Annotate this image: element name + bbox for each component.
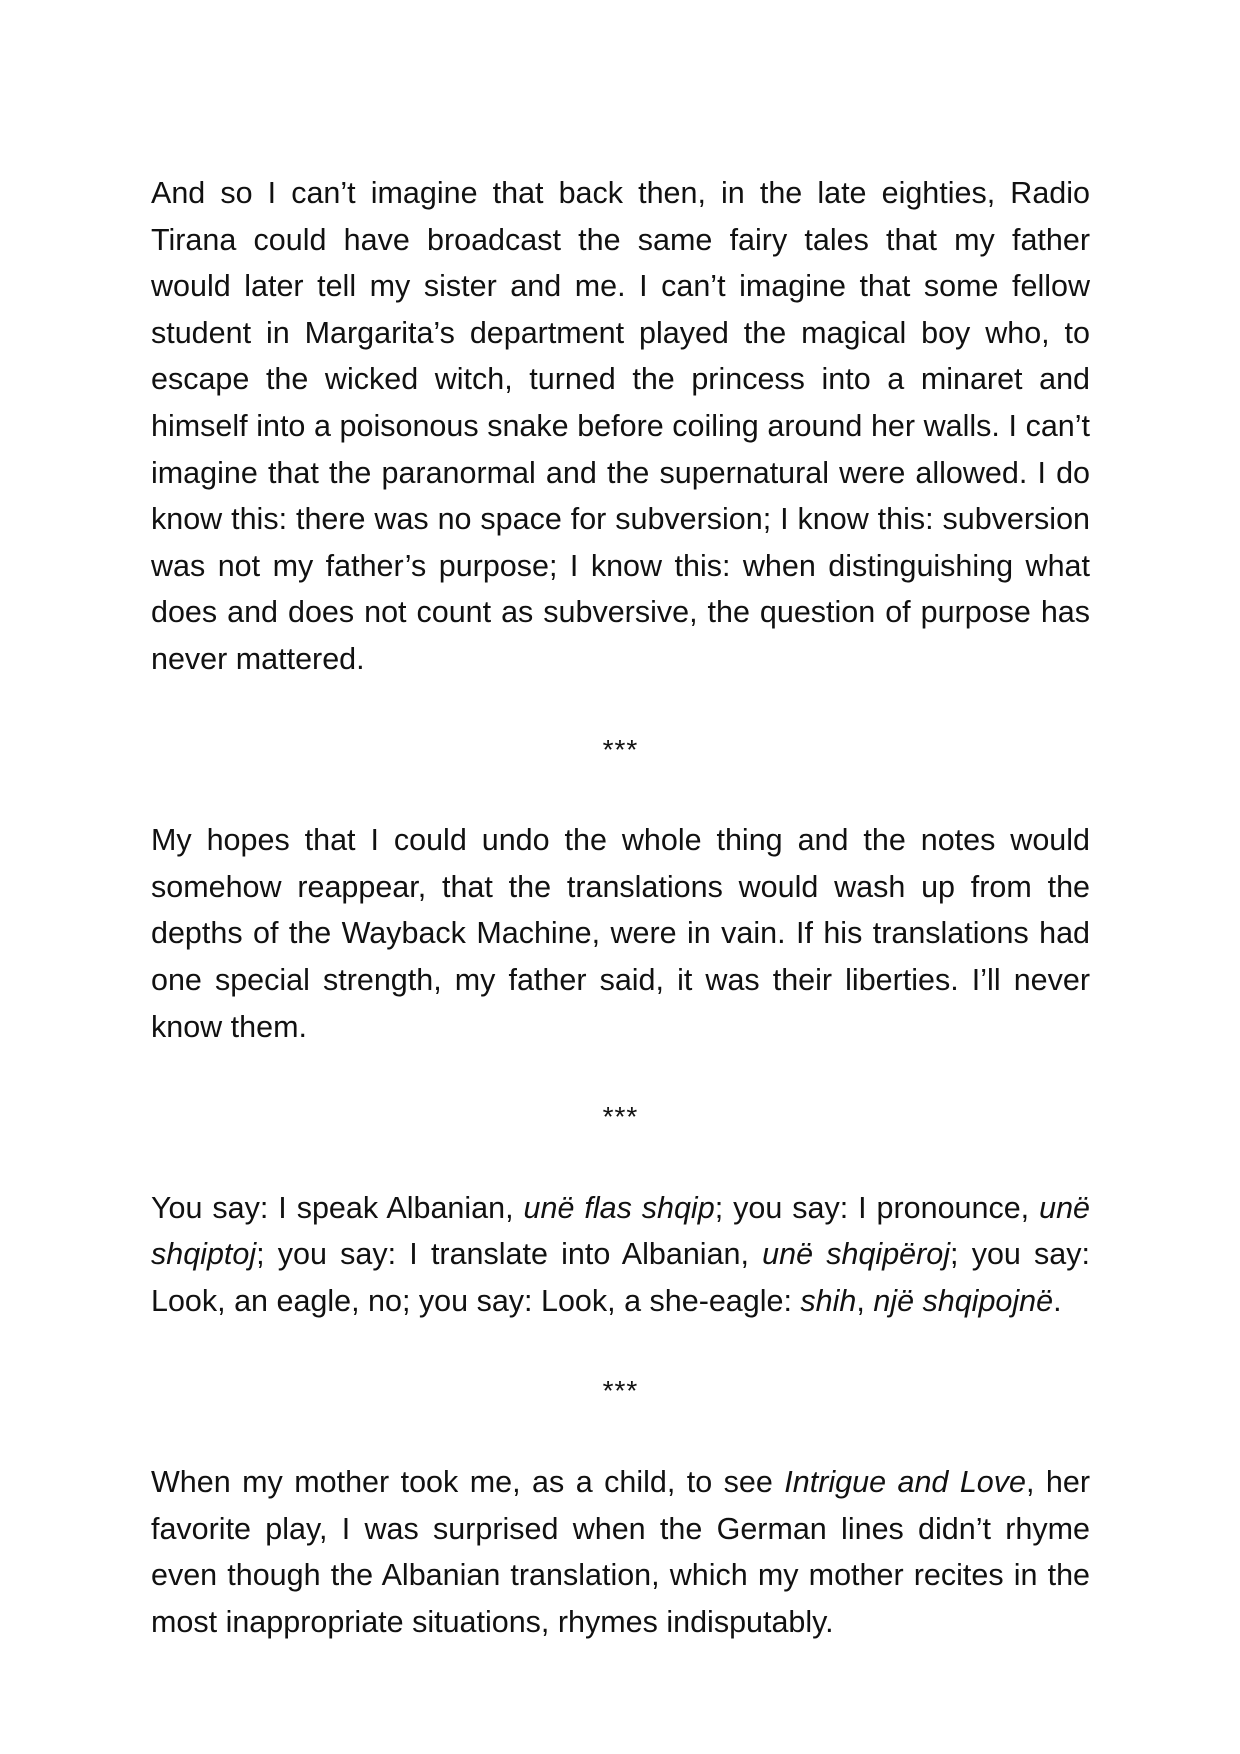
text-segment: You say: I speak Albanian, [151, 1190, 524, 1225]
section-separator: *** [602, 1375, 639, 1407]
paragraph-wayback-machine: My hopes that I could undo the whole thing and the notes would somehow reappear, that the translations would wash up from the depths of the Wayback Machine, were in vain. If his translations had one special strength, my father said, it was their liberties. I’ll never know them. [151, 823, 1090, 1044]
section-separator: *** [602, 733, 639, 765]
text-segment: ; you say: I pronounce, [714, 1190, 1040, 1225]
text-segment: . [1053, 1283, 1062, 1318]
paragraph-radio-tirana: And so I can’t imagine that back then, in the late eighties, Radio Tirana could have broadcast the same fairy tales that my father would later tell my sister and me. I can’t imagine that some fellow student in Margarita’s department played the magical boy who, to escape the wicked witch, turned the princess into a minaret and himself into a poisonous snake before coiling around her walls. I can’t imagine that the paranormal and the supernatural were allowed. I do know this: there was no space for subversion; I know this: subversion was not my father’s purpose; I know this: when distinguishing what does and does not count as subversive, the question of purpose has never mattered. [151, 176, 1090, 676]
text-segment: ; you say: Look, an eagle, no; you say: Look, a she-eagle: [151, 1237, 1090, 1318]
text-segment: When my mother took me, as a child, to see [151, 1465, 785, 1500]
text-segment: , her favorite play, I was surprised when the German lines didn’t rhyme even though the Albanian translation, which my mother recites in the most inappropriate situations, rhymes indisputably. [151, 1465, 1090, 1639]
document-page [151, 170, 1090, 1645]
italic-phrase: shih [800, 1283, 857, 1318]
paragraph-albanian-phrases [151, 1185, 1090, 1325]
text-segment: , [856, 1283, 874, 1318]
italic-phrase: unë shqipëroj [762, 1237, 951, 1272]
italic-phrase: një shqipojnë [873, 1283, 1054, 1318]
italic-phrase: unë shqiptoj [151, 1190, 1090, 1272]
play-title: Intrigue and Love [784, 1465, 1026, 1500]
paragraph-intrigue-and-love [151, 1459, 1090, 1645]
text-segment: ; you say: I translate into Albanian, [256, 1237, 763, 1272]
section-separator: *** [602, 1101, 639, 1133]
italic-phrase: unë flas shqip [523, 1190, 715, 1225]
